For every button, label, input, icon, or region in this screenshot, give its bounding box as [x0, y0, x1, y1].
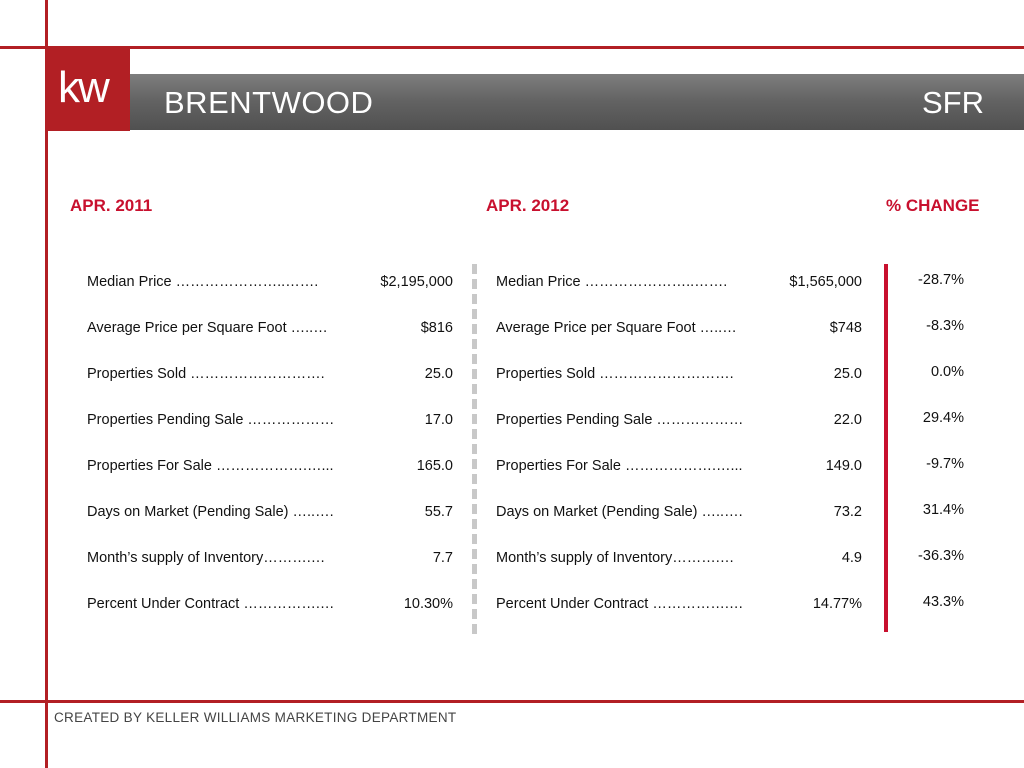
row-label: Month’s supply of Inventory……….…: [87, 550, 326, 566]
change-avg-price-sqft: -8.3%: [926, 318, 964, 334]
row-label: Properties For Sale ……………….…...: [87, 458, 334, 474]
row-label: Median Price …………………..…….: [496, 274, 728, 290]
heading-apr-2012: APR. 2012: [486, 196, 570, 215]
change-properties-sold: 0.0%: [930, 364, 964, 380]
row-label: Percent Under Contract …………….…: [496, 596, 744, 612]
change-days-on-market: 31.4%: [922, 502, 964, 518]
row-label: Properties Pending Sale ………………: [87, 412, 335, 428]
row-value: $2,195,000: [380, 274, 453, 290]
change-pending-sale: 29.4%: [922, 410, 964, 426]
heading-percent-change: % CHANGE: [886, 196, 980, 215]
title-banner: [128, 74, 1024, 130]
row-value: 4.9: [841, 550, 862, 566]
change-months-supply: -36.3%: [918, 548, 964, 564]
property-type-label: SFR: [922, 85, 984, 120]
row-value: 25.0: [424, 366, 453, 382]
row-label: Days on Market (Pending Sale) …..….: [87, 504, 334, 520]
row-label: Month’s supply of Inventory……….…: [496, 550, 735, 566]
row-value: 22.0: [833, 412, 862, 428]
kw-logo: [48, 49, 130, 131]
row-label: Days on Market (Pending Sale) …..….: [496, 504, 743, 520]
row-label: Percent Under Contract …………….…: [87, 596, 335, 612]
change-for-sale: -9.7%: [926, 456, 964, 472]
logo-text: kw: [58, 63, 108, 112]
row-value: 17.0: [424, 412, 453, 428]
row-value: $816: [420, 320, 453, 336]
row-label: Properties Pending Sale ………………: [496, 412, 744, 428]
footer-credit: CREATED BY KELLER WILLIAMS MARKETING DEPARTMENT: [54, 710, 457, 725]
row-value: 73.2: [833, 504, 862, 520]
page-title: BRENTWOOD: [164, 85, 374, 120]
row-value: 14.77%: [812, 596, 862, 612]
row-value: 7.7: [432, 550, 453, 566]
row-value: 165.0: [416, 458, 453, 474]
row-label: Properties Sold ……………………….: [87, 366, 325, 382]
row-label: Median Price …………………..…….: [87, 274, 319, 290]
top-horizontal-rule: [0, 46, 1024, 49]
row-label: Properties Sold ……………………….: [496, 366, 734, 382]
change-percent-under-contract: 43.3%: [922, 594, 964, 610]
row-value: 55.7: [424, 504, 453, 520]
row-value: 10.30%: [403, 596, 453, 612]
row-value: $1,565,000: [789, 274, 862, 290]
row-label: Average Price per Square Foot …..…: [496, 320, 737, 336]
row-label: Average Price per Square Foot …..…: [87, 320, 328, 336]
row-label: Properties For Sale ……………….…...: [496, 458, 743, 474]
column-divider: [472, 264, 477, 634]
bottom-horizontal-rule: [0, 700, 1024, 703]
heading-apr-2011: APR. 2011: [70, 196, 153, 215]
row-value: 25.0: [833, 366, 862, 382]
row-value: 149.0: [825, 458, 862, 474]
row-value: $748: [829, 320, 862, 336]
change-median-price: -28.7%: [918, 272, 964, 288]
